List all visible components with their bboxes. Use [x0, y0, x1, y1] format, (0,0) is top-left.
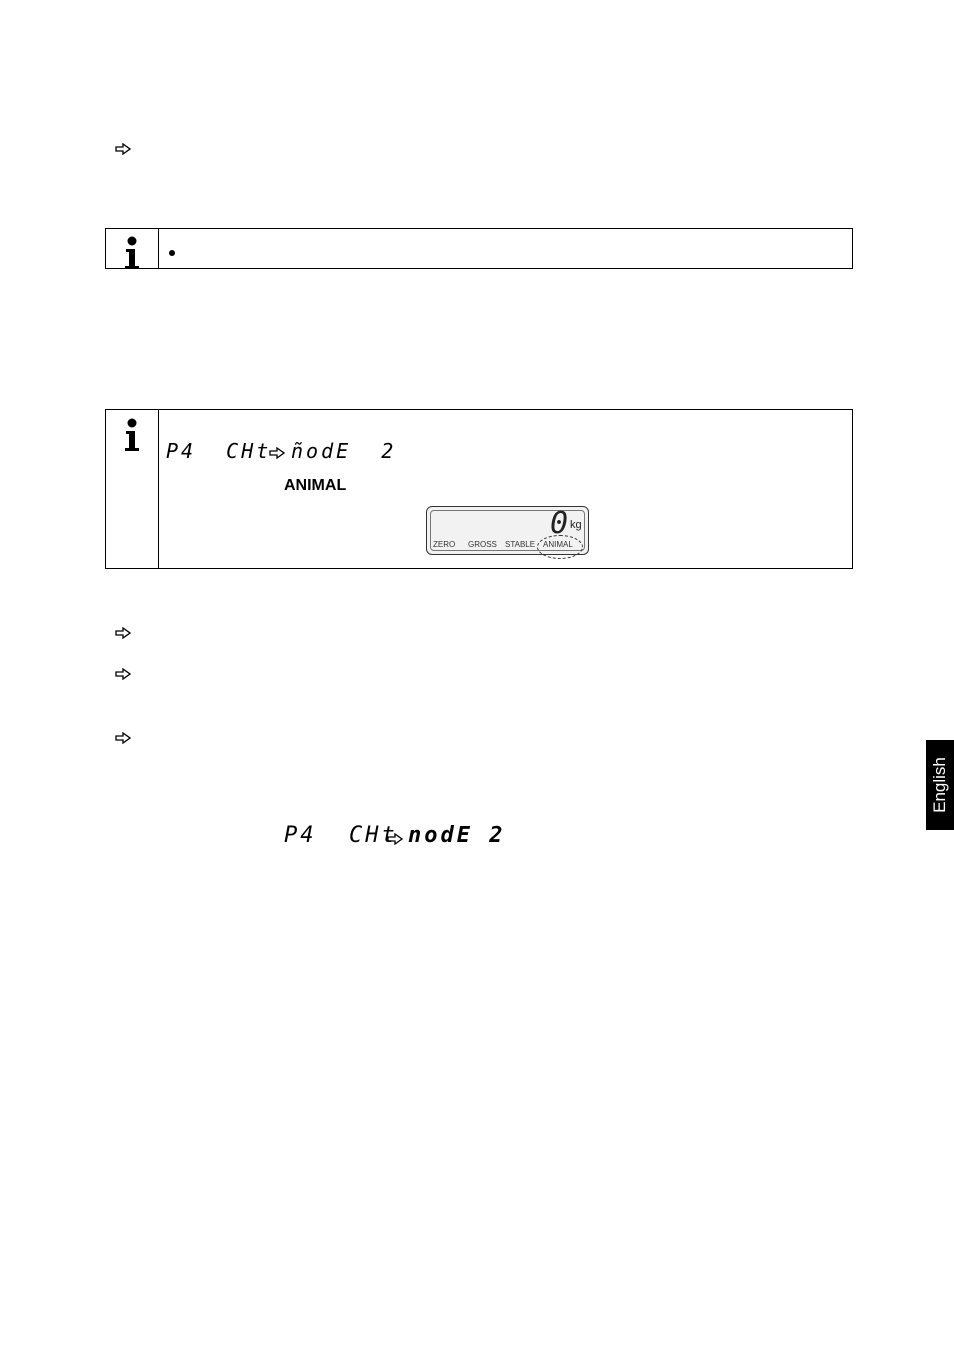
info-box-divider — [158, 410, 159, 568]
arrow-right-icon — [115, 732, 131, 744]
info-icon — [122, 236, 142, 270]
lcd-indicator-gross: GROSS — [468, 540, 497, 549]
language-side-tab — [926, 740, 954, 830]
lcd-indicator-stable: STABLE — [505, 540, 536, 549]
list-bullet — [169, 250, 175, 256]
display-code-prefix: P4 CHt — [166, 439, 272, 463]
arrow-right-icon — [115, 627, 131, 639]
info-box-animal-mode — [105, 409, 853, 569]
info-box-divider — [158, 229, 159, 268]
animal-highlight-ring — [537, 535, 583, 559]
lcd-indicator-zero: ZERO — [433, 540, 456, 549]
lcd-unit: kg — [570, 519, 582, 531]
bottom-display-code-prefix: P4 CHt — [284, 823, 398, 848]
lcd-indicator-animal: ANIMAL — [543, 540, 573, 549]
arrow-right-icon — [387, 833, 403, 845]
bottom-display-code-result: nodE 2 — [408, 823, 506, 848]
lcd-weight-value: 0 — [550, 506, 569, 541]
arrow-right-icon — [269, 447, 285, 459]
language-label: English — [930, 757, 950, 813]
arrow-right-icon — [115, 143, 131, 155]
info-box-note — [105, 228, 853, 269]
info-icon — [122, 418, 142, 452]
arrow-right-icon — [115, 668, 131, 680]
animal-indicator-label: ANIMAL — [284, 477, 347, 494]
display-code-result: ñodE 2 — [291, 439, 397, 463]
